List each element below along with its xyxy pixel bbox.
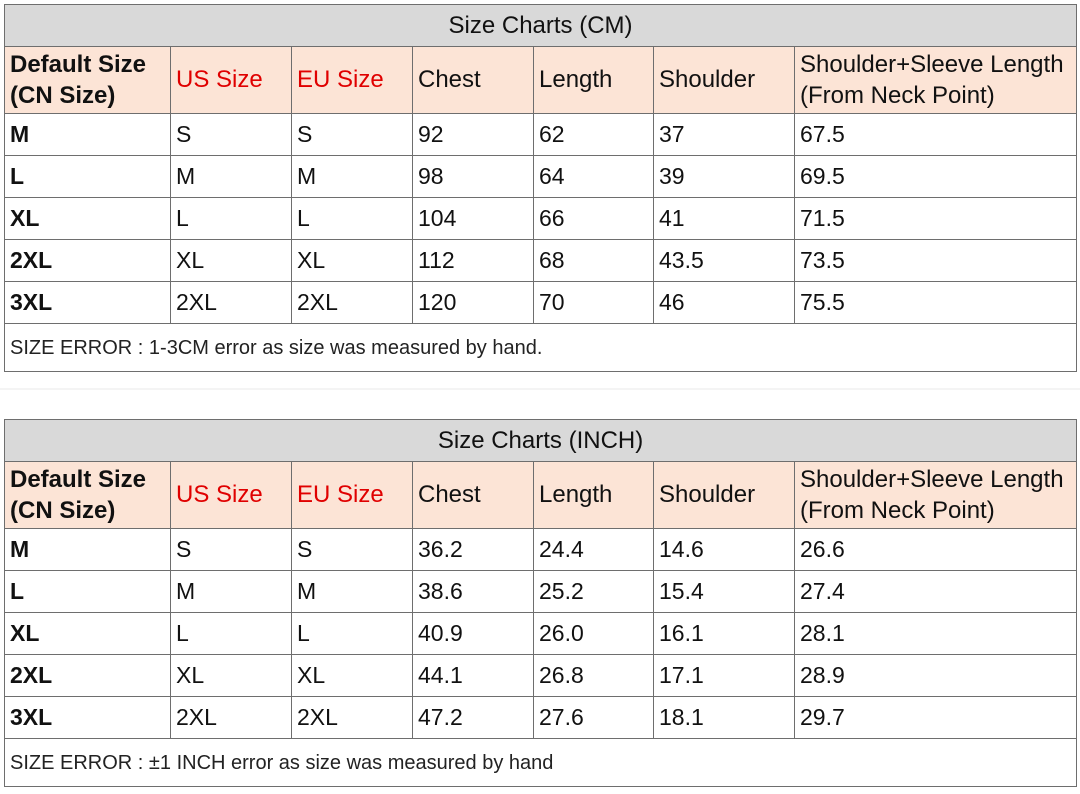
table-row — [5, 571, 1077, 613]
eu-size-cell: 2XL — [292, 697, 413, 739]
length-cell: 70 — [534, 282, 654, 324]
shoulder-cell: 15.4 — [654, 571, 795, 613]
shoulder-cell: 46 — [654, 282, 795, 324]
header-us-size: US Size — [171, 462, 292, 529]
shoulder-cell: 41 — [654, 198, 795, 240]
table-row — [5, 282, 1077, 324]
chest-cell: 98 — [413, 156, 534, 198]
size-error-note: SIZE ERROR : 1-3CM error as size was measured by hand. — [5, 324, 1077, 372]
us-size-cell: XL — [171, 240, 292, 282]
eu-size-cell: L — [292, 198, 413, 240]
table-row — [5, 697, 1077, 739]
header-eu-size: EU Size — [292, 462, 413, 529]
length-cell: 27.6 — [534, 697, 654, 739]
header-row — [5, 47, 1077, 114]
length-cell: 24.4 — [534, 529, 654, 571]
shoulder-sleeve-cell: 28.9 — [795, 655, 1077, 697]
header-us-size: US Size — [171, 47, 292, 114]
shoulder-sleeve-cell: 67.5 — [795, 114, 1077, 156]
us-size-cell: XL — [171, 655, 292, 697]
shoulder-cell: 14.6 — [654, 529, 795, 571]
shoulder-cell: 18.1 — [654, 697, 795, 739]
header-default-size: Default Size (CN Size) — [5, 462, 171, 529]
us-size-cell: L — [171, 613, 292, 655]
table-row — [5, 156, 1077, 198]
cn-size-cell: 2XL — [5, 240, 171, 282]
us-size-cell: M — [171, 156, 292, 198]
eu-size-cell: XL — [292, 655, 413, 697]
chest-cell: 36.2 — [413, 529, 534, 571]
eu-size-cell: M — [292, 156, 413, 198]
header-shoulder: Shoulder — [654, 47, 795, 114]
size-error-note: SIZE ERROR : ±1 INCH error as size was measured by hand — [5, 739, 1077, 787]
shoulder-sleeve-cell: 28.1 — [795, 613, 1077, 655]
table-row — [5, 240, 1077, 282]
us-size-cell: 2XL — [171, 697, 292, 739]
chest-cell: 104 — [413, 198, 534, 240]
header-length: Length — [534, 462, 654, 529]
shoulder-cell: 16.1 — [654, 613, 795, 655]
length-cell: 68 — [534, 240, 654, 282]
us-size-cell: S — [171, 529, 292, 571]
length-cell: 64 — [534, 156, 654, 198]
us-size-cell: L — [171, 198, 292, 240]
header-row — [5, 462, 1077, 529]
shoulder-sleeve-cell: 75.5 — [795, 282, 1077, 324]
eu-size-cell: L — [292, 613, 413, 655]
shoulder-cell: 37 — [654, 114, 795, 156]
chest-cell: 92 — [413, 114, 534, 156]
cn-size-cell: 2XL — [5, 655, 171, 697]
shoulder-sleeve-cell: 73.5 — [795, 240, 1077, 282]
length-cell: 26.8 — [534, 655, 654, 697]
table-row — [5, 655, 1077, 697]
eu-size-cell: M — [292, 571, 413, 613]
eu-size-cell: S — [292, 529, 413, 571]
header-length: Length — [534, 47, 654, 114]
cn-size-cell: L — [5, 571, 171, 613]
chest-cell: 112 — [413, 240, 534, 282]
chest-cell: 120 — [413, 282, 534, 324]
table-row — [5, 613, 1077, 655]
cn-size-cell: XL — [5, 613, 171, 655]
chart-title: Size Charts (INCH) — [5, 420, 1077, 462]
shoulder-sleeve-cell: 26.6 — [795, 529, 1077, 571]
header-eu-size: EU Size — [292, 47, 413, 114]
eu-size-cell: 2XL — [292, 282, 413, 324]
divider — [0, 388, 1080, 390]
length-cell: 26.0 — [534, 613, 654, 655]
size-chart-cm — [4, 4, 1077, 372]
cn-size-cell: M — [5, 114, 171, 156]
shoulder-sleeve-cell: 29.7 — [795, 697, 1077, 739]
chest-cell: 40.9 — [413, 613, 534, 655]
size-chart-inch — [4, 419, 1077, 787]
table-row — [5, 114, 1077, 156]
chest-cell: 47.2 — [413, 697, 534, 739]
cn-size-cell: XL — [5, 198, 171, 240]
eu-size-cell: S — [292, 114, 413, 156]
length-cell: 66 — [534, 198, 654, 240]
table-row — [5, 529, 1077, 571]
shoulder-sleeve-cell: 69.5 — [795, 156, 1077, 198]
header-chest: Chest — [413, 47, 534, 114]
cn-size-cell: M — [5, 529, 171, 571]
chart-title: Size Charts (CM) — [5, 5, 1077, 47]
shoulder-cell: 17.1 — [654, 655, 795, 697]
shoulder-sleeve-cell: 27.4 — [795, 571, 1077, 613]
cn-size-cell: 3XL — [5, 282, 171, 324]
header-chest: Chest — [413, 462, 534, 529]
header-shoulder-sleeve-length: Shoulder+Sleeve Length (From Neck Point) — [795, 47, 1077, 114]
table-row — [5, 198, 1077, 240]
us-size-cell: 2XL — [171, 282, 292, 324]
length-cell: 62 — [534, 114, 654, 156]
chest-cell: 38.6 — [413, 571, 534, 613]
us-size-cell: S — [171, 114, 292, 156]
shoulder-cell: 39 — [654, 156, 795, 198]
shoulder-cell: 43.5 — [654, 240, 795, 282]
header-default-size: Default Size (CN Size) — [5, 47, 171, 114]
cn-size-cell: L — [5, 156, 171, 198]
eu-size-cell: XL — [292, 240, 413, 282]
chest-cell: 44.1 — [413, 655, 534, 697]
chart-body — [5, 529, 1077, 739]
chart-body — [5, 114, 1077, 324]
us-size-cell: M — [171, 571, 292, 613]
shoulder-sleeve-cell: 71.5 — [795, 198, 1077, 240]
header-shoulder: Shoulder — [654, 462, 795, 529]
length-cell: 25.2 — [534, 571, 654, 613]
header-shoulder-sleeve-length: Shoulder+Sleeve Length (From Neck Point) — [795, 462, 1077, 529]
cn-size-cell: 3XL — [5, 697, 171, 739]
